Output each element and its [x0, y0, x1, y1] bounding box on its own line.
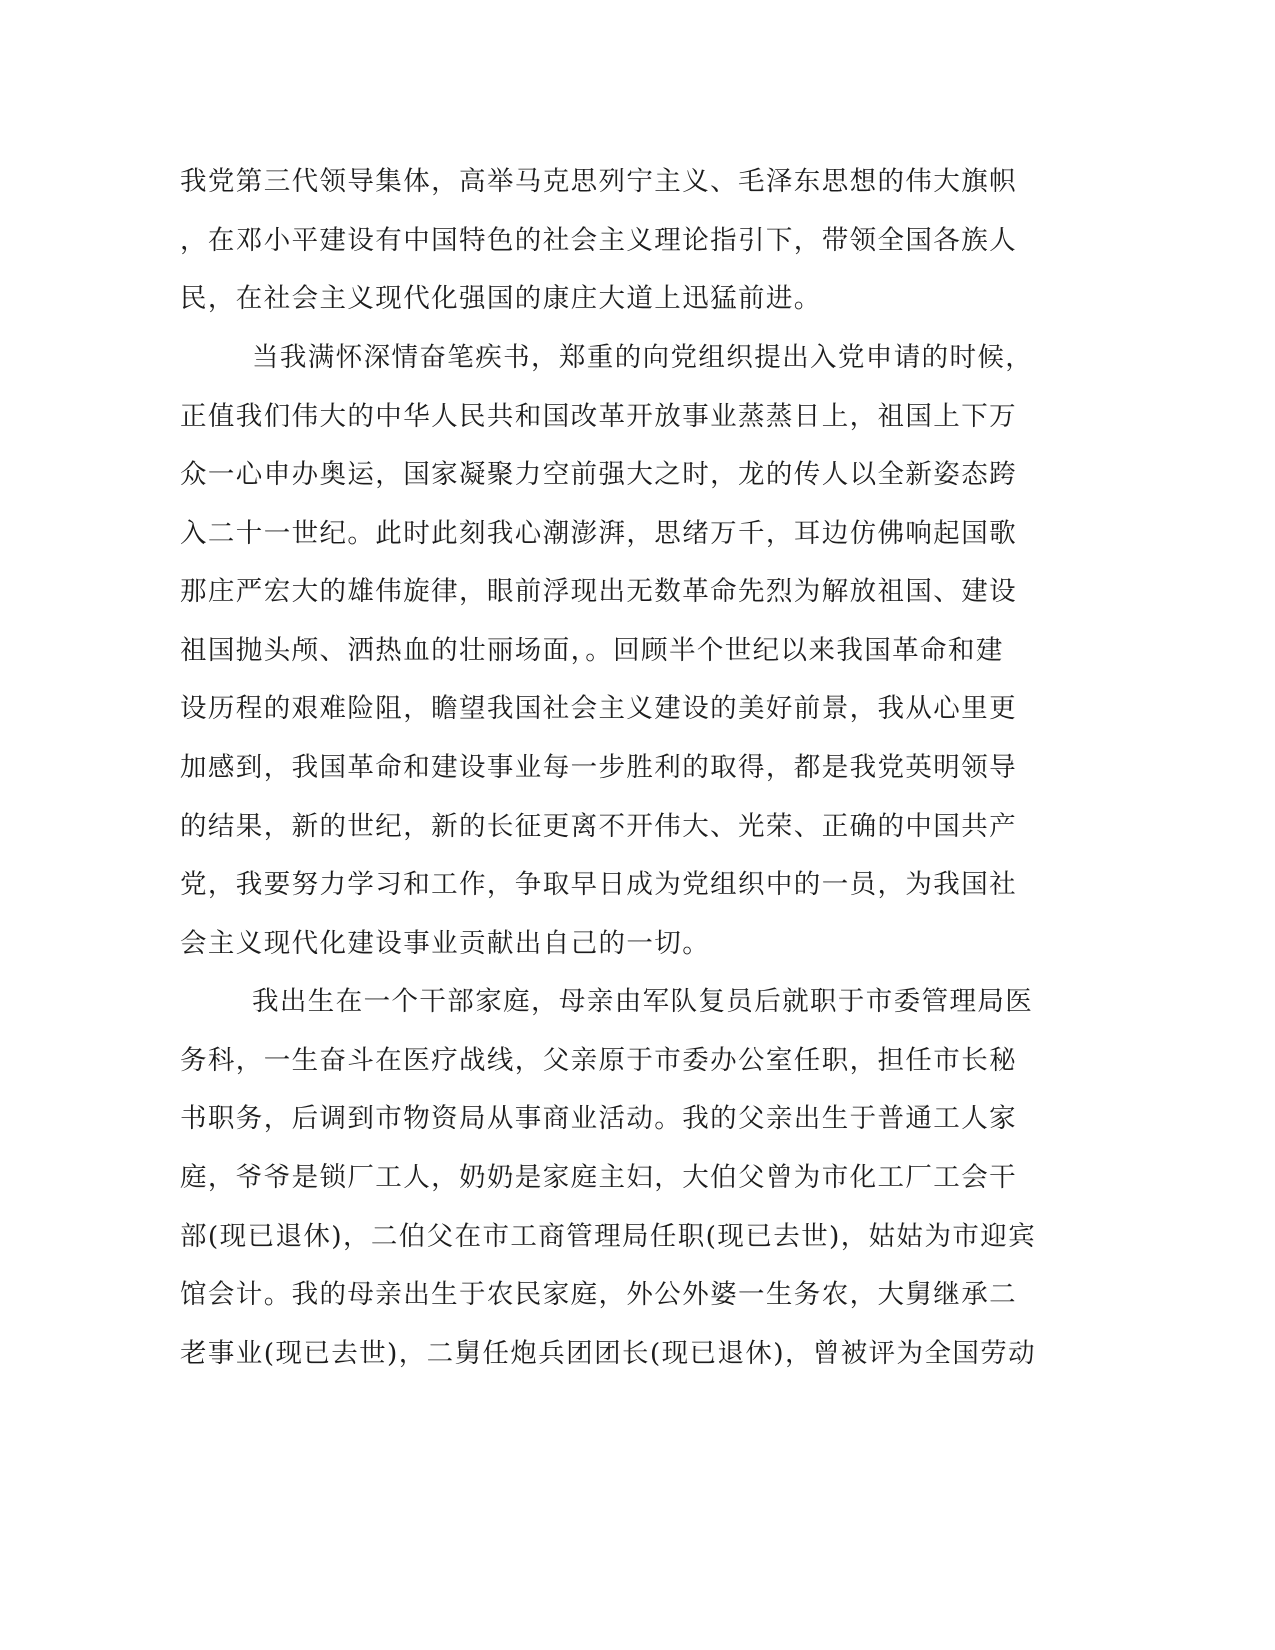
- text-line: 馆会计。我的母亲出生于农民家庭，外公外婆一生务农，大舅继承二: [180, 1279, 1017, 1310]
- text-line: 老事业(现已去世)，二舅任炮兵团团长(现已退休)，曾被评为全国劳动: [180, 1338, 1037, 1369]
- text-line: 部(现已退休)，二伯父在市工商管理局任职(现已去世)，姑姑为市迎宾: [180, 1221, 1037, 1252]
- text-line: 正值我们伟大的中华人民共和国改革开放事业蒸蒸日上，祖国上下万: [180, 401, 1017, 432]
- text-line: 书职务，后调到市物资局从事商业活动。我的父亲出生于普通工人家: [180, 1103, 1017, 1134]
- text-line: 会主义现代化建设事业贡献出自己的一切。: [180, 928, 711, 959]
- text-line: 设历程的艰难险阻，瞻望我国社会主义建设的美好前景，我从心里更: [180, 693, 1017, 724]
- text-line: 务科，一生奋斗在医疗战线，父亲原于市委办公室任职，担任市长秘: [180, 1045, 1017, 1076]
- text-line: 民，在社会主义现代化强国的康庄大道上迅猛前进。: [180, 283, 822, 314]
- text-line: 入二十一世纪。此时此刻我心潮澎湃，思绪万千，耳边仿佛响起国歌: [180, 518, 1017, 549]
- text-line: 加感到，我国革命和建设事业每一步胜利的取得，都是我党英明领导: [180, 752, 1017, 783]
- text-line: 众一心申办奥运，国家凝聚力空前强大之时，龙的传人以全新姿态跨: [180, 459, 1017, 490]
- text-line: 的结果，新的世纪，新的长征更离不开伟大、光荣、正确的中国共产: [180, 811, 1017, 842]
- paragraph-first-line: 当我满怀深情奋笔疾书，郑重的向党组织提出入党申请的时候，: [252, 342, 1034, 373]
- paragraph-first-line: 我出生在一个干部家庭，母亲由军队复员后就职于市委管理局医: [252, 986, 1034, 1017]
- text-line: ，在邓小平建设有中国特色的社会主义理论指引下，带领全国各族人: [180, 225, 1017, 256]
- text-line: 那庄严宏大的雄伟旋律，眼前浮现出无数革命先烈为解放祖国、建设: [180, 576, 1017, 607]
- text-line: 祖国抛头颅、洒热血的壮丽场面，。回顾半个世纪以来我国革命和建: [180, 635, 1004, 666]
- text-line: 我党第三代领导集体，高举马克思列宁主义、毛泽东思想的伟大旗帜: [180, 166, 1017, 197]
- text-line: 庭，爷爷是锁厂工人，奶奶是家庭主妇，大伯父曾为市化工厂工会干: [180, 1162, 1017, 1193]
- text-line: 党，我要努力学习和工作，争取早日成为党组织中的一员，为我国社: [180, 869, 1017, 900]
